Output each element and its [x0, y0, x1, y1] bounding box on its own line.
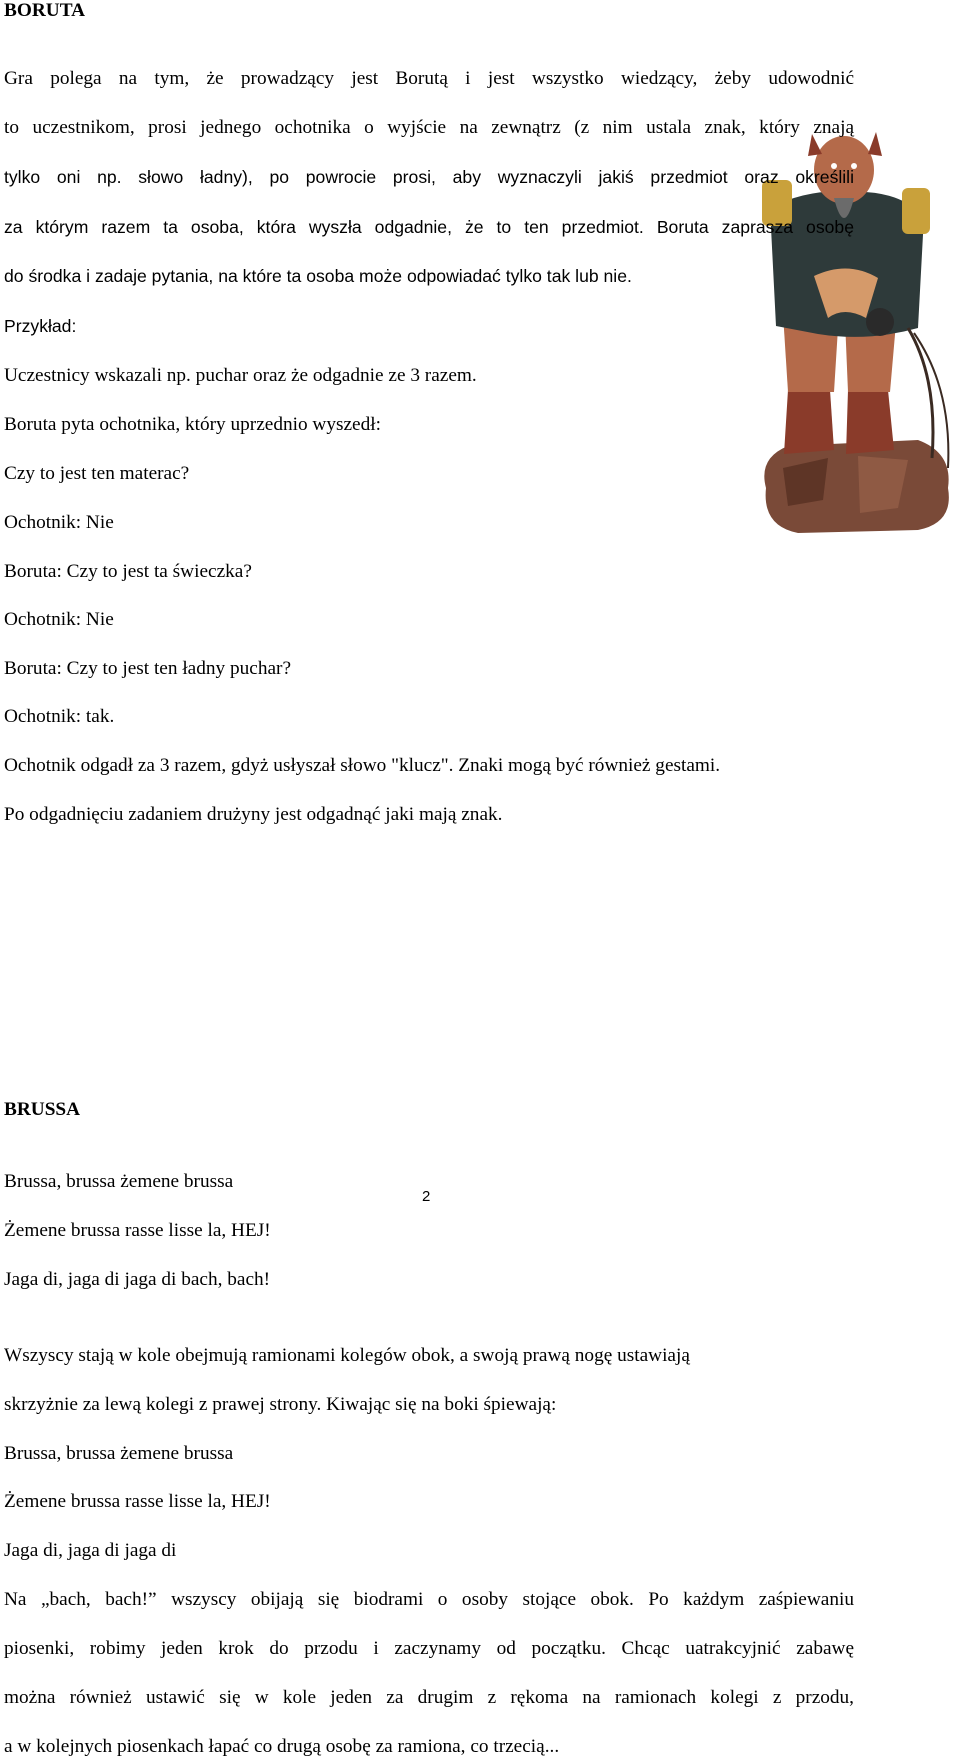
example-line: Po odgadnięciu zadaniem drużyny jest odgadnąć jaki mają znak. — [4, 804, 503, 825]
brussa-para-line: Żemene brussa rasse lisse la, HEJ! — [4, 1491, 271, 1512]
boruta-para-line: do środka i zadaje pytania, na które ta osoba może odpowiadać tylko tak lub nie. — [4, 266, 632, 286]
brussa-para-line: piosenki, robimy jeden krok do przodu i zaczynamy od początku. Chcąc uatrakcyjnić zabawę — [4, 1638, 854, 1659]
boruta-para-line: tylko oni np. słowo ładny), po powrocie prosi, aby wyznaczyli jakiś przedmiot oraz określili — [4, 167, 854, 187]
example-line: Przykład: — [4, 316, 77, 336]
example-line: Uczestnicy wskazali np. puchar oraz że odgadnie ze 3 razem. — [4, 365, 477, 386]
brussa-para-line: Wszyscy stają w kole obejmują ramionami kolegów obok, a swoją prawą nogę ustawiają — [4, 1345, 690, 1366]
example-line: Ochotnik odgadł za 3 razem, gdyż usłyszał słowo "klucz". Znaki mogą być również gestami. — [4, 755, 721, 776]
song-line: Żemene brussa rasse lisse la, HEJ! — [4, 1220, 271, 1241]
example-line: Czy to jest ten materac? — [4, 463, 190, 484]
example-line: Boruta: Czy to jest ten ładny puchar? — [4, 658, 291, 679]
brussa-para-line: można również ustawić się w kole jeden za drugim z rękoma na ramionach kolegi z przodu, — [4, 1687, 854, 1708]
song-line: Brussa, brussa żemene brussa — [4, 1171, 234, 1192]
brussa-para-line: a w kolejnych piosenkach łapać co drugą osobę za ramiona, co trzecią... — [4, 1736, 560, 1757]
boruta-para-line: Gra polega na tym, że prowadzący jest Borutą i jest wszystko wiedzący, żeby udowodnić — [4, 68, 854, 89]
boruta-para-line: za którym razem ta osoba, która wyszła odgadnie, że to ten przedmiot. Boruta zaprasza osobę — [4, 217, 854, 237]
brussa-para-line: Na „bach, bach!” wszyscy obijają się biodrami o osoby stojące obok. Po każdym zaśpiewaniu — [4, 1589, 854, 1610]
boruta-para-line: to uczestnikom, prosi jednego ochotnika o wyjście na zewnątrz (z nim ustala znak, który znają — [4, 117, 854, 138]
example-line: Ochotnik: Nie — [4, 609, 114, 630]
brussa-title: BRUSSA — [4, 1099, 81, 1120]
brussa-para-line: skrzyżnie za lewą kolegi z prawej strony. Kiwając się na boki śpiewają: — [4, 1394, 557, 1415]
page-number: 2 — [422, 1188, 431, 1205]
example-line: Ochotnik: Nie — [4, 512, 114, 533]
song-line: Jaga di, jaga di jaga di bach, bach! — [4, 1269, 271, 1290]
example-line: Boruta pyta ochotnika, który uprzednio wyszedł: — [4, 414, 381, 435]
brussa-para-line: Brussa, brussa żemene brussa — [4, 1443, 234, 1464]
example-line: Ochotnik: tak. — [4, 706, 115, 727]
example-line: Boruta: Czy to jest ta świeczka? — [4, 561, 252, 582]
brussa-para-line: Jaga di, jaga di jaga di — [4, 1540, 177, 1561]
boruta-title: BORUTA — [4, 0, 86, 21]
